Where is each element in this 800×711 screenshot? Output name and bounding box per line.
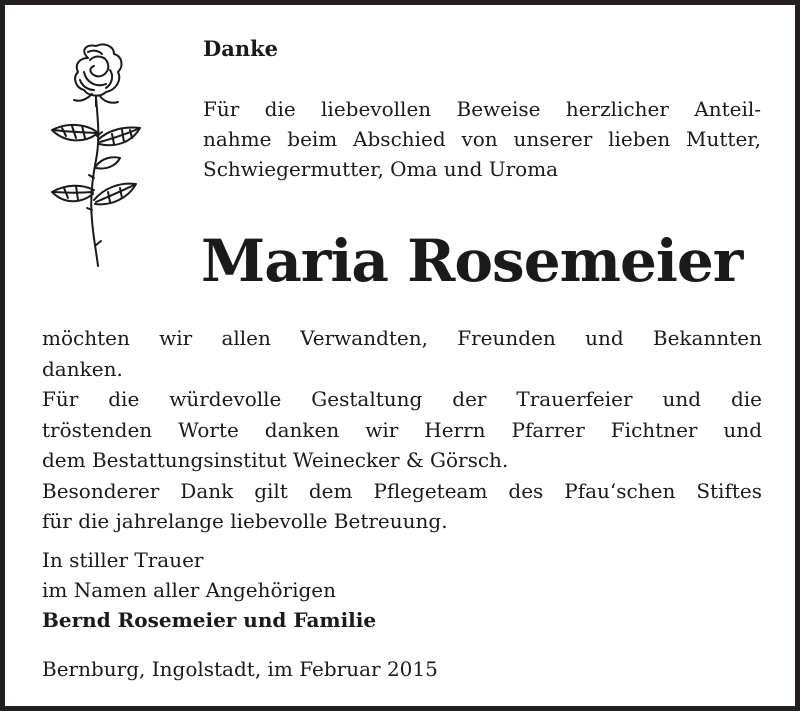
rose-icon [38,40,150,270]
body-line: Besonderer Dank gilt dem Pflegeteam des Pfau‘schen Stiftes [42,478,762,503]
deceased-name: Maria Rosemeier [201,227,743,295]
closing-line: im Namen aller Angehörigen [42,578,337,602]
place-date: Bernburg, Ingolstadt, im Februar 2015 [42,657,438,681]
intro-line: Schwiegermutter, Oma und Uroma [203,157,559,181]
intro-line: Für die liebevollen Beweise herzlicher Anteil- [203,97,761,121]
body-text [42,323,762,537]
body-line: tröstenden Worte danken wir Herrn Pfarrer Fichtner und [42,417,762,442]
body-line: dem Bestattungsinstitut Weinecker & Görsch. [42,448,509,472]
body-line: Für die würdevolle Gestaltung der Trauerfeier und die [42,387,762,411]
intro-text [203,94,761,184]
closing-block [42,545,376,635]
body-line: möchten wir allen Verwandten, Freunden und Bekannten [42,326,762,350]
closing-line: In stiller Trauer [42,548,204,572]
signature: Bernd Rosemeier und Familie [42,608,377,632]
intro-line: nahme beim Abschied von unserer lieben Mutter, [203,127,761,151]
heading: Danke [203,36,278,61]
body-line: danken. [42,356,123,381]
body-line: für die jahrelange liebevolle Betreuung. [42,509,448,533]
